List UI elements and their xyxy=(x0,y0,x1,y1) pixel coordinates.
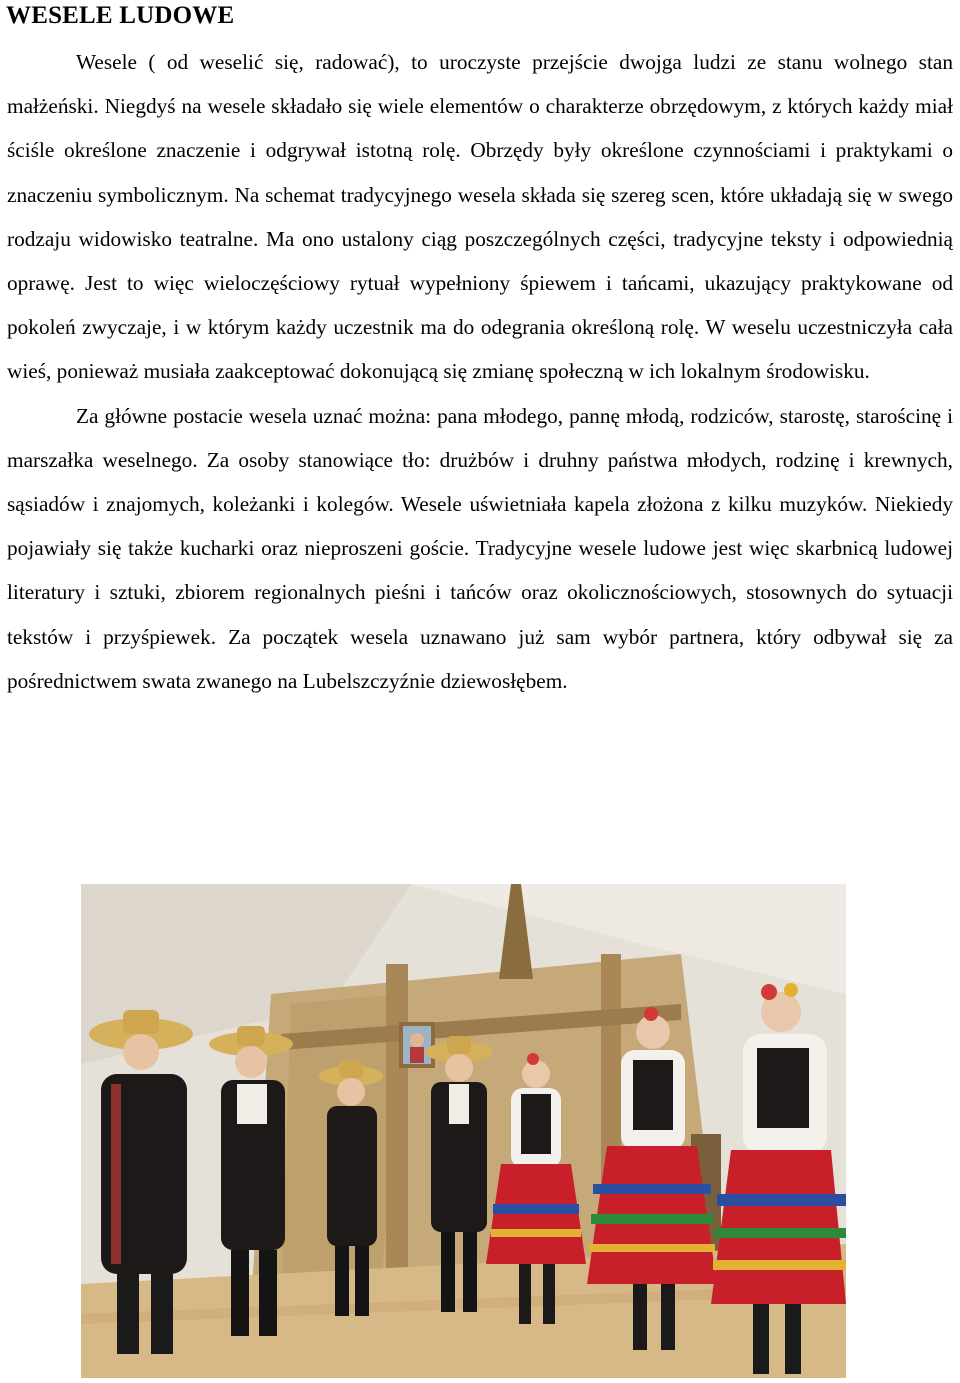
folk-wedding-photo xyxy=(81,884,846,1378)
body-text xyxy=(7,40,953,703)
page-title: WESELE LUDOWE xyxy=(6,2,235,29)
photo-illustration xyxy=(81,884,846,1378)
paragraph-1: Wesele ( od weselić się, radować), to uroczyste przejście dwojga ludzi ze stanu wolnego stan małżeński. Niegdyś na wesele składało się wiele elementów o charakterze obrzędowym, z których każdy miał ściśle określone znaczenie i odgrywał istotną rolę. Obrzędy były określone czynnościami i praktykami o znaczeniu symbolicznym. Na schemat tradycyjnego wesela składa się szereg scen, które układają się w swego rodzaju widowisko teatralne. Ma ono ustalony ciąg poszczególnych części, tradycyjne teksty i odpowiednią oprawę. Jest to więc wieloczęściowy rytuał wypełniony śpiewem i tańcami, ukazujący praktykowane od pokoleń zwyczaje, i w którym każdy uczestnik ma do odegrania określoną rolę. W weselu uczestniczyła cała wieś, ponieważ musiała zaakceptować dokonującą się zmianę społeczną w ich lokalnym środowisku. xyxy=(7,50,953,384)
paragraph-2: Za główne postacie wesela uznać można: pana młodego, pannę młodą, rodziców, starostę, starościnę i marszałka weselnego. Za osoby stanowiące tło: drużbów i druhny państwa młodych, rodzinę i krewnych, sąsiadów i znajomych, koleżanki i kolegów. Wesele uświetniała kapela złożona z kilku muzyków. Niekiedy pojawiały się także kucharki oraz nieproszeni goście. Tradycyjne wesele ludowe jest więc skarbnicą ludowej literatury i sztuki, zbiorem regionalnych pieśni i tańców oraz okolicznościowych, stosownych do sytuacji tekstów i przyśpiewek. Za początek wesela uznawano już sam wybór partnera, który odbywał się za pośrednictwem swata zwanego na Lubelszczyźnie dziewosłębem. xyxy=(7,403,953,693)
